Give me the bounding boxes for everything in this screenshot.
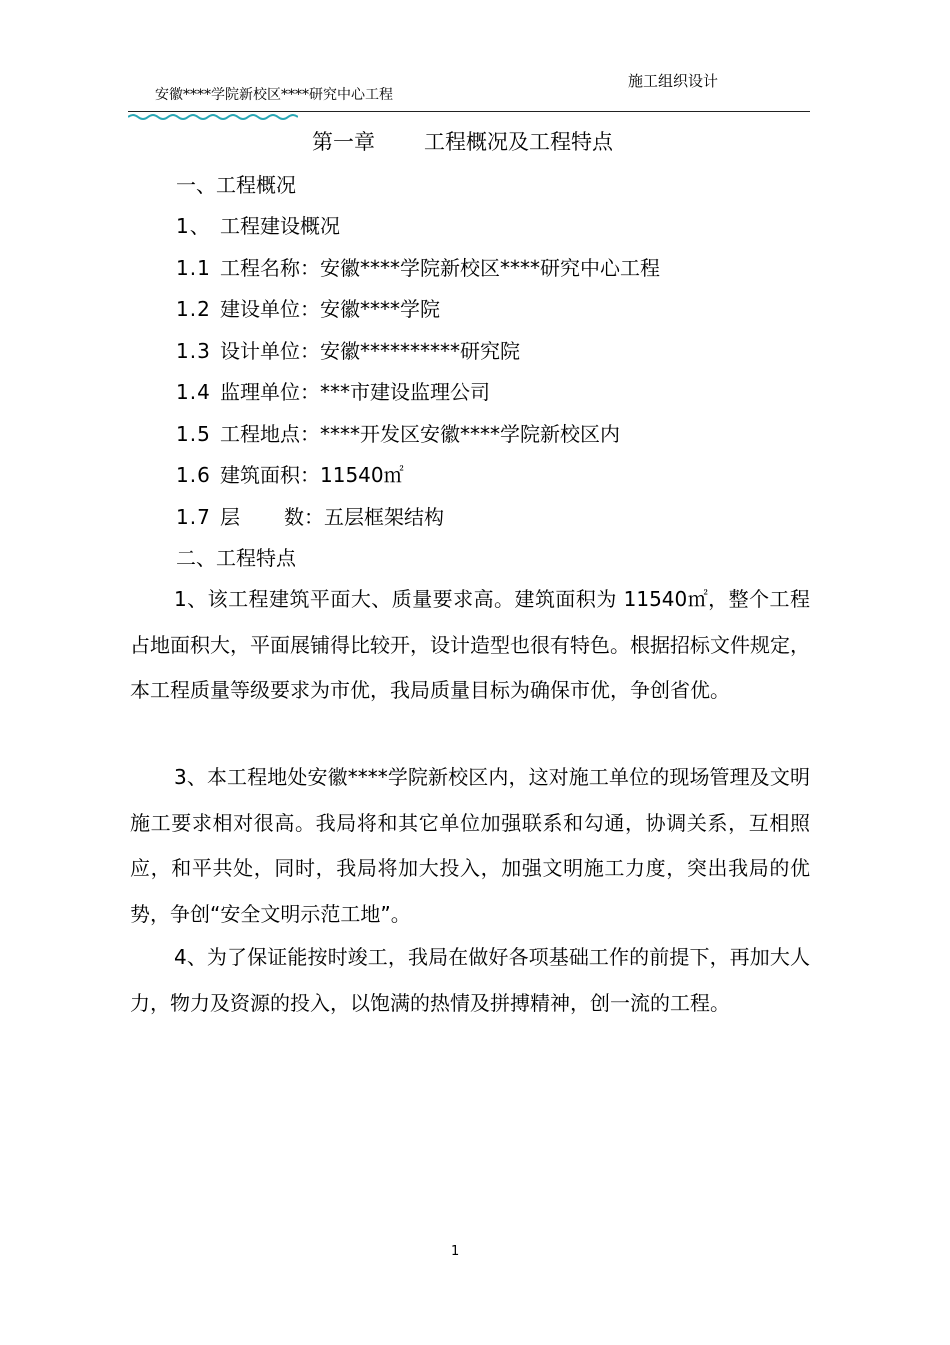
item-value: 11540㎡ bbox=[320, 463, 404, 487]
info-item bbox=[176, 418, 620, 447]
header-rule bbox=[128, 111, 810, 112]
item-value: 安徽****学院 bbox=[320, 297, 440, 321]
subsection-title: 工程建设概况 bbox=[220, 214, 340, 238]
item-value: ****开发区安徽****学院新校区内 bbox=[320, 422, 620, 446]
body-paragraph: 1、该工程建筑平面大、质量要求高。建筑面积为 11540㎡，整个工程占地面积大，平面展铺得比较开，设计造型也很有特色。根据招标文件规定，本工程质量等级要求为市优，我局质量目标为确保市优，争创省优。 bbox=[130, 587, 810, 702]
info-item bbox=[176, 293, 440, 322]
subsection-number: 1、 bbox=[176, 214, 211, 238]
item-number: 1.6 bbox=[176, 463, 211, 487]
item-label: 设计单位： bbox=[220, 339, 320, 363]
chapter-title: 工程概况及工程特点 bbox=[424, 130, 613, 154]
body-paragraph: 3、本工程地处安徽****学院新校区内，这对施工单位的现场管理及文明施工要求相对很高。我局将和其它单位加强联系和勾通，协调关系，互相照应，和平共处，同时，我局将加大投入，加强文明施工力度，突出我局的优势，争创“安全文明示范工地”。 bbox=[130, 765, 810, 926]
header-wave-decoration bbox=[128, 113, 298, 121]
chapter-number: 第一章 bbox=[312, 130, 375, 154]
item-label: 监理单位： bbox=[220, 380, 320, 404]
section-heading-overview: 一、工程概况 bbox=[176, 173, 296, 197]
info-item bbox=[176, 335, 520, 364]
section-heading-features: 二、工程特点 bbox=[176, 546, 296, 570]
info-item bbox=[176, 376, 490, 405]
item-number: 1.2 bbox=[176, 297, 211, 321]
item-value: ***市建设监理公司 bbox=[320, 380, 490, 404]
item-label-part: 层 bbox=[220, 505, 240, 529]
item-label: 建筑面积： bbox=[220, 463, 320, 487]
item-value: 安徽****学院新校区****研究中心工程 bbox=[320, 256, 660, 280]
item-number: 1.1 bbox=[176, 256, 211, 280]
item-number: 1.3 bbox=[176, 339, 211, 363]
item-label: 建设单位： bbox=[220, 297, 320, 321]
info-item bbox=[176, 501, 444, 530]
item-number: 1.5 bbox=[176, 422, 211, 446]
info-item bbox=[176, 459, 404, 488]
item-value: 五层框架结构 bbox=[324, 505, 444, 529]
item-number: 1.4 bbox=[176, 380, 211, 404]
body-paragraph: 4、为了保证能按时竣工，我局在做好各项基础工作的前提下，再加大人力，物力及资源的投入，以饱满的热情及拼搏精神，创一流的工程。 bbox=[130, 945, 810, 1015]
item-label: 工程名称： bbox=[220, 256, 320, 280]
subsection-heading bbox=[176, 210, 340, 239]
header-doc-type: 施工组织设计 bbox=[628, 72, 719, 90]
item-label-part: 数： bbox=[284, 505, 324, 529]
info-item bbox=[176, 252, 660, 281]
item-value: 安徽**********研究院 bbox=[320, 339, 520, 363]
item-number: 1.7 bbox=[176, 505, 211, 529]
page-number: 1 bbox=[451, 1244, 460, 1259]
header-project-name: 安徽****学院新校区****研究中心工程 bbox=[155, 87, 393, 103]
item-label: 工程地点： bbox=[220, 422, 320, 446]
